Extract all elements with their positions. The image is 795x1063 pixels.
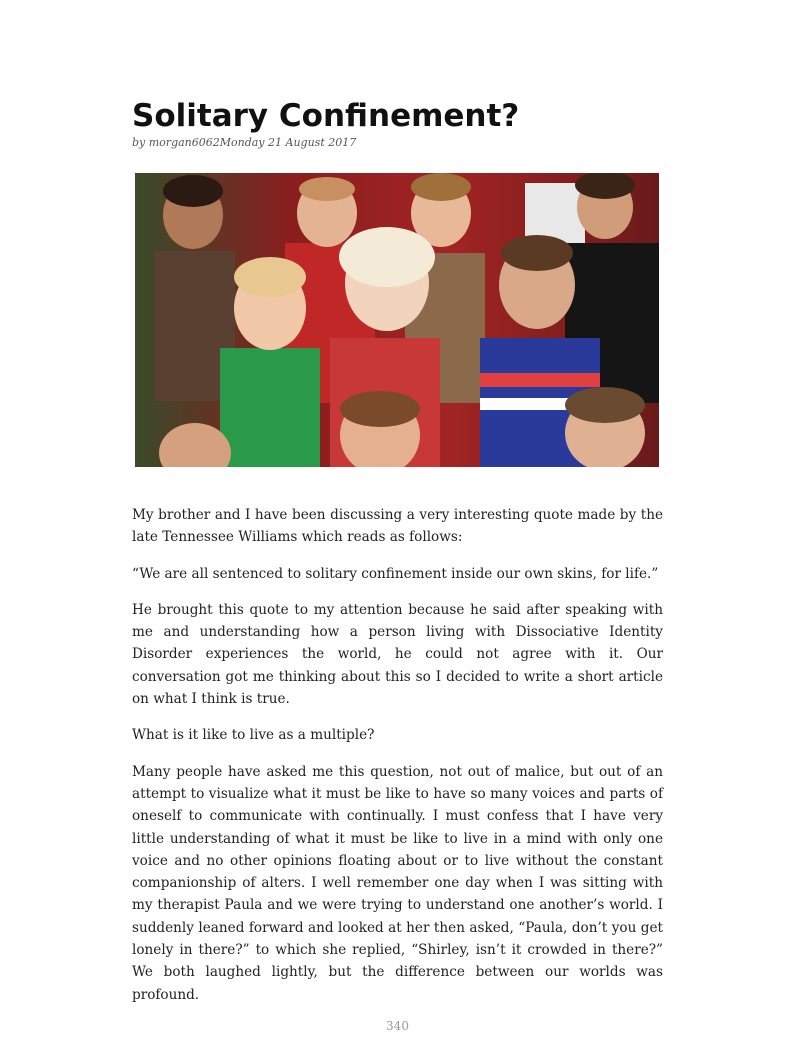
- paragraph: “We are all sentenced to solitary confinement inside our own skins, for life.”: [132, 565, 659, 582]
- article-title: Solitary Confinement?: [132, 98, 520, 134]
- paragraph: He brought this quote to my attention because he said after speaking with me and understanding how a person living with Dissociative Identity Disorder experiences the world, he could not agree with it. Our conversation got me thinking about this so I decided to write a short article on what I think is true.: [132, 601, 663, 708]
- article-photo: [135, 173, 659, 467]
- paragraph: What is it like to live as a multiple?: [132, 727, 375, 744]
- page-number: 340: [386, 1019, 409, 1033]
- article-body: [132, 504, 663, 1020]
- paragraph: My brother and I have been discussing a very interesting quote made by the late Tennessee Williams which reads as follows:: [132, 507, 663, 546]
- paragraph: Many people have asked me this question, not out of malice, but out of an attempt to visualize what it must be like to have so many voices and parts of oneself to communicate with continually. I must confess that I have very little understanding of what it must be like to live in a mind with only one voice and no other opinions floating about or to live without the constant companionship of alters. I well remember one day when I was sitting with my therapist Paula and we were trying to understand one another’s world. I suddenly leaned forward and looked at her then asked, “Paula, don’t you get lonely in there?” to which she replied, “Shirley, isn’t it crowded in there?” We both laughed lightly, but the difference between our worlds was profound.: [132, 763, 663, 1003]
- children-choir-photo: [135, 173, 659, 467]
- article-byline: by morgan6062Monday 21 August 2017: [132, 136, 357, 149]
